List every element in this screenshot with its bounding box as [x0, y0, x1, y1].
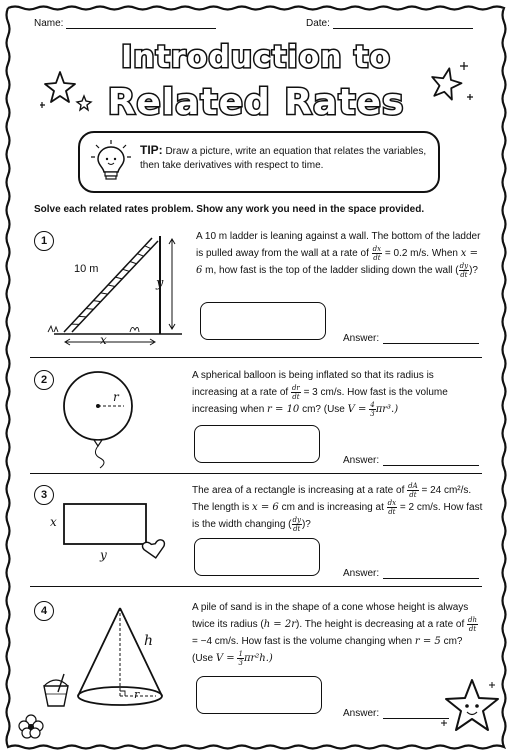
fraction-dy-dt: $\frac{dy}{dt}$	[459, 262, 469, 280]
problem-1-work-box[interactable]	[200, 302, 326, 340]
fraction-four-thirds: $\frac{4}{3}$	[370, 401, 375, 419]
date-label: Date:	[306, 18, 330, 29]
problem-3-text: The area of a rectangle is increasing at a rate of $\frac{dA}{dt}$ = 24 cm²/s. The length is x = 6 cm and is increasing at $\frac{dx}{dt}$ = 2 cm/s. How fast is the width changing ( $\frac{dy}{dt}$ )?	[192, 482, 483, 534]
fraction-dx-dt: $\frac{dx}{dt}$	[372, 245, 382, 262]
date-field[interactable]	[306, 18, 473, 29]
divider	[30, 586, 482, 587]
page-title-line2: Related Rates	[107, 82, 405, 123]
balloon-figure	[60, 366, 140, 470]
lightbulb-icon	[90, 139, 132, 185]
fraction-one-third: $\frac{1}{3}$	[238, 650, 243, 668]
cone-r-label: r	[134, 688, 140, 701]
balloon-r-label: r	[113, 390, 119, 404]
ladder-x-label: x	[100, 333, 107, 347]
fraction-dx-dt: $\frac{dx}{dt}$	[387, 499, 397, 517]
smiling-star-icon	[440, 676, 504, 742]
name-line[interactable]	[66, 28, 216, 29]
problem-1-text: A 10 m ladder is leaning against a wall. The bottom of the ladder is pulled away from the wall at a rate of $\frac{dx}{dt}$ = 0.2 m/s. When x = 6 m, how fast is the top of the ladder sliding down the wall ( $\frac{dy}{dt}$ )?	[196, 231, 481, 280]
problem-2-work-box[interactable]	[194, 425, 320, 463]
problem-4-number: 4	[34, 601, 54, 621]
problem-4-work-box[interactable]	[196, 676, 322, 714]
problem-2-number: 2	[34, 370, 54, 390]
fraction-dA-dt: $\frac{dA}{dt}$	[408, 482, 418, 499]
cone-figure	[70, 604, 180, 714]
instructions: Solve each related rates problem. Show any work you need in the space provided.	[34, 204, 425, 215]
bucket-icon	[36, 670, 76, 710]
tip-body: Draw a picture, write an equation that relates the variables, then take derivatives with respect to time.	[140, 146, 427, 171]
date-line[interactable]	[333, 28, 473, 29]
problem-4-answer[interactable]: Answer:	[343, 708, 449, 719]
fraction-dh-dt: $\frac{dh}{dt}$	[468, 616, 478, 633]
page-title-line1: Introduction to	[121, 40, 391, 75]
tip-text	[140, 143, 430, 173]
problem-3-work-box[interactable]	[194, 538, 320, 576]
rectangle-y-label: y	[100, 548, 107, 562]
cone-h-label: h	[144, 633, 154, 649]
tip-box	[78, 131, 440, 193]
ladder-y-label: y	[156, 276, 164, 291]
problem-3-number: 3	[34, 485, 54, 505]
name-field[interactable]	[34, 18, 216, 29]
problem-1-answer[interactable]: Answer:	[343, 333, 479, 344]
rectangle-x-label: x	[50, 515, 57, 529]
tip-label: TIP:	[140, 143, 163, 157]
fraction-dy-dt: $\frac{dy}{dt}$	[292, 516, 301, 534]
rectangle-figure	[60, 500, 170, 564]
problem-1-number: 1	[34, 231, 54, 251]
name-label: Name:	[34, 18, 64, 29]
problem-2-text: A spherical balloon is being inflated so that its radius is increasing at a rate of $\frac{dr}{dt}$ = 3 cm/s. How fast is the volume increasing when r = 10 cm? (Use V = $\frac{4}{3}$ πr³.)	[192, 370, 448, 419]
fraction-dr-dt: $\frac{dr}{dt}$	[291, 384, 300, 401]
divider	[30, 357, 482, 358]
problem-2-answer[interactable]: Answer:	[343, 455, 479, 466]
ladder-length-label: 10 m	[74, 263, 99, 275]
divider	[30, 473, 482, 474]
problem-3-answer[interactable]: Answer:	[343, 568, 479, 579]
flower-icon	[14, 710, 48, 746]
problem-4-text: A pile of sand is in the shape of a cone whose height is always twice its radius (h = 2r). The height is decreasing at a rate of $\frac{dh}{dt}$ = −4 cm/s. How fast is the volume changing when r = 5 cm? (Use V = $\frac{1}{3}$ πr²h.)	[192, 602, 478, 668]
